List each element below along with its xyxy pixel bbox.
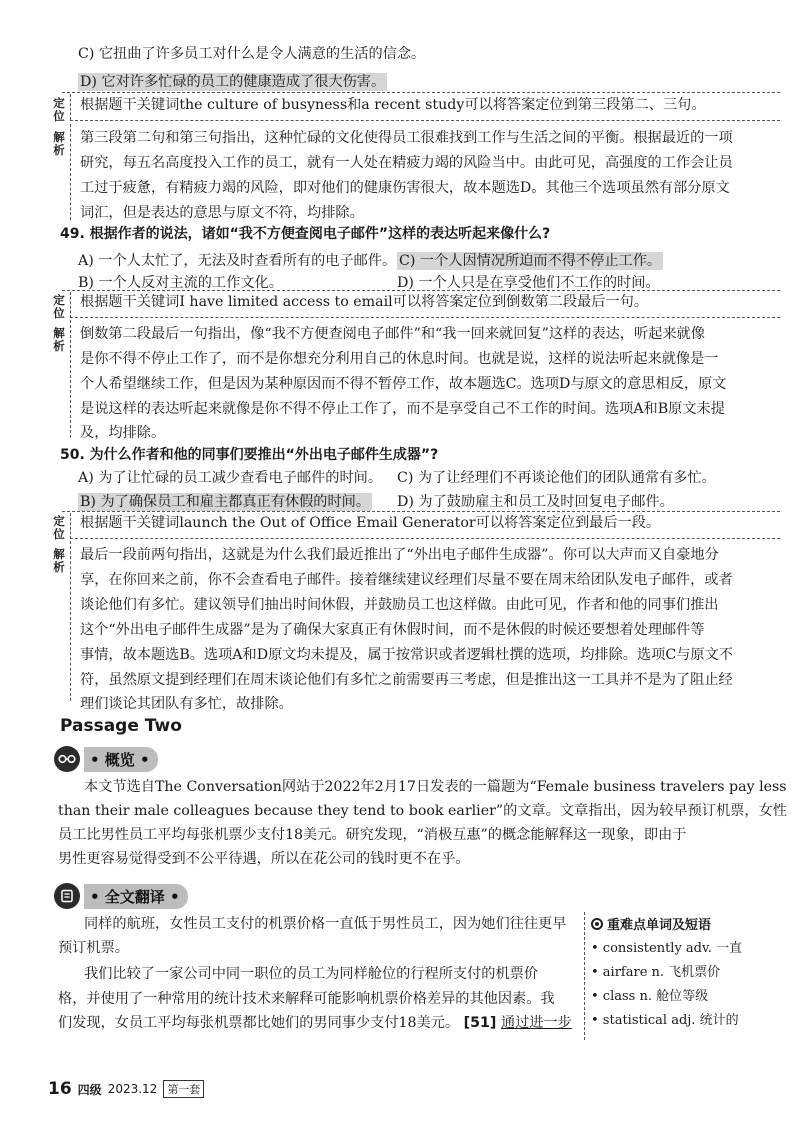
q48-analysis-line: 研究，每五名高度投入工作的员工，就有一人处在精疲力竭的风险当中。由此可见，高强度的工作会让员 <box>80 155 733 171</box>
vocab-item: • consistently adv. 一直 <box>591 941 743 956</box>
set-label: 第一套 <box>163 1080 204 1098</box>
q50-analysis-line: 事情，故本题选B。选项A和D原文均未提及，属于按常识或者逻辑杜撰的选项，均排除。选项C与原文不 <box>80 647 733 663</box>
divider <box>584 912 585 1040</box>
translation-line: 们发现，女员工平均每张机票都比她们的男同事少支付18美元。 [51] 通过进一步 <box>58 1015 572 1031</box>
divider <box>62 92 780 93</box>
exam-level: 四级 <box>77 1082 102 1097</box>
q50-analysis-line: 谈论他们有多忙。建议领导们抽出时间休假，并鼓励员工也这样做。由此可见，作者和他的同事们推出 <box>80 597 719 613</box>
locate-tag: 定 位 <box>53 96 65 123</box>
overview-label: • 概览 • <box>84 747 158 772</box>
analysis-tag: 解 析 <box>53 130 65 157</box>
translation-line: 同样的航班，女性员工支付的机票价格一直低于男性员工，因为她们往往更早 <box>84 916 567 932</box>
section-title: Passage Two <box>60 716 182 736</box>
translation-line: 我们比较了一家公司中同一职位的员工为同样舱位的行程所支付的机票价 <box>84 966 539 982</box>
divider <box>70 513 71 539</box>
q51-underlined-text: 通过进一步 <box>500 1015 572 1031</box>
page-footer <box>48 1079 204 1099</box>
divider <box>62 290 780 291</box>
q48-locate: 根据题干关键词the culture of busyness和a recent study可以将答案定位到第三段第二、三句。 <box>80 97 706 113</box>
vocab-item: • class n. 舱位等级 <box>591 989 709 1004</box>
analysis-tag: 解 析 <box>53 547 65 574</box>
divider <box>70 292 71 318</box>
q49-analysis-line: 个人希望继续工作，但是因为某种原因而不得不暂停工作，故本题选C。选项D与原文的意思相反，原文 <box>80 376 727 392</box>
q50-analysis-line: 享，在你回来之前，你不会查看电子邮件。接着继续建议经理们尽量不要在周末给团队发电子邮件，或者 <box>80 572 733 588</box>
divider <box>70 541 71 701</box>
divider <box>70 124 71 220</box>
q49-question: 49. 根据作者的说法，诸如“我不方便查阅电子邮件”这样的表达听起来像什么? <box>60 226 551 242</box>
q48-option-d: D) 它对许多忙碌的员工的健康造成了很大伤害。 <box>80 74 386 90</box>
divider <box>70 94 71 120</box>
translation-badge <box>54 883 188 909</box>
q50-option-d: D) 为了鼓励雇主和员工及时回复电子邮件。 <box>397 494 674 510</box>
q50-locate: 根据题干关键词launch the Out of Office Email Generator可以将答案定位到最后一段。 <box>80 515 661 531</box>
glasses-icon <box>54 746 80 772</box>
overview-line: than their male colleagues because they tend to book earlier”的文章。文章指出，因为较早预订机票，女性 <box>58 803 787 819</box>
q49-option-b: B) 一个人反对主流的工作文化。 <box>78 275 283 291</box>
q51-marker: [51] <box>463 1015 497 1031</box>
q50-analysis-line: 符，虽然原文提到经理们在周末谈论他们有多忙之前需要再三考虑，但是推出这一工具并不是为了阻止经 <box>80 672 733 688</box>
vocab-item: • statistical adj. 统计的 <box>591 1013 739 1028</box>
overview-line: 员工比男性员工平均每张机票少支付18美元。研究发现，“消极互惠”的概念能解释这一现象，即由于 <box>58 827 687 843</box>
locate-tag: 定 位 <box>53 293 65 320</box>
divider <box>70 120 780 121</box>
target-icon <box>591 918 603 930</box>
analysis-tag: 解 析 <box>53 326 65 353</box>
overview-badge <box>54 746 158 772</box>
q50-analysis-line: 这个“外出电子邮件生成器”是为了确保大家真正有休假时间，而不是休假的时候还要想着处理邮件等 <box>80 622 705 638</box>
divider <box>62 511 780 512</box>
translation-line: 格，并使用了一种常用的统计技术来解释可能影响机票价格差异的其他因素。我 <box>58 991 555 1007</box>
locate-tag: 定 位 <box>53 514 65 541</box>
divider <box>70 317 780 318</box>
q48-analysis-line: 第三段第二句和第三句指出，这种忙碌的文化使得员工很难找到工作与生活之间的平衡。根据最近的一项 <box>80 130 733 146</box>
q48-option-c: C) 它扭曲了许多员工对什么是令人满意的生活的信念。 <box>78 46 426 62</box>
q49-analysis-line: 倒数第二段最后一句指出，像“我不方便查阅电子邮件”和“我一回来就回复”这样的表达，听起来就像 <box>80 326 705 342</box>
exam-date: 2023.12 <box>107 1082 158 1096</box>
q49-analysis-line: 是你不得不停止工作了，而不是你想充分利用自己的休息时间。也就是说，这样的说法听起来就像是一 <box>80 351 719 367</box>
overview-line: 本文节选自The Conversation网站于2022年2月17日发表的一篇题为“Female business travelers pay less <box>84 779 787 795</box>
divider <box>70 320 71 438</box>
q49-analysis-line: 及，均排除。 <box>80 425 166 441</box>
q49-option-d: D) 一个人只是在享受他们不工作的时间。 <box>397 275 660 291</box>
q50-analysis-line: 最后一段前两句指出，这就是为什么我们最近推出了“外出电子邮件生成器”。你可以大声而又自豪地分 <box>80 547 719 563</box>
q50-option-a: A) 为了让忙碌的员工减少查看电子邮件的时间。 <box>78 470 383 486</box>
translation-line: 预订机票。 <box>58 940 129 956</box>
vocab-heading: 重难点单词及短语 <box>591 914 711 933</box>
vocab-item: • airfare n. 飞机票价 <box>591 965 721 980</box>
q49-analysis-line: 是说这样的表达听起来就像是你不得不停止工作了，而不是享受自己不工作的时间。选项A和B原文未提 <box>80 401 725 417</box>
q50-analysis-line: 理们谈论其团队有多忙，故排除。 <box>80 696 293 712</box>
q50-question: 50. 为什么作者和他的同事们要推出“外出电子邮件生成器”? <box>60 447 439 463</box>
overview-line: 男性更容易觉得受到不公平待遇，所以在花公司的钱时更不在乎。 <box>58 851 470 867</box>
document-icon <box>54 883 80 909</box>
q50-option-c: C) 为了让经理们不再谈论他们的团队通常有多忙。 <box>397 470 716 486</box>
translation-label: • 全文翻译 • <box>84 884 188 909</box>
q49-option-a: A) 一个人太忙了，无法及时查看所有的电子邮件。 <box>78 253 397 269</box>
q48-analysis-line: 词汇，但是表达的意思与原文不符，均排除。 <box>80 205 364 221</box>
q48-analysis-line: 工过于疲惫，有精疲力竭的风险，即对他们的健康伤害很大，故本题选D。其他三个选项虽然有部分原文 <box>80 180 730 196</box>
divider <box>70 538 780 539</box>
q49-option-c: C) 一个人因情况所迫而不得不停止工作。 <box>399 253 662 269</box>
page-number: 16 <box>48 1079 72 1099</box>
q49-locate: 根据题干关键词I have limited access to email可以将答案定位到倒数第二段最后一句。 <box>80 294 649 310</box>
q50-option-b: B) 为了确保员工和雇主都真正有休假的时间。 <box>80 494 371 510</box>
